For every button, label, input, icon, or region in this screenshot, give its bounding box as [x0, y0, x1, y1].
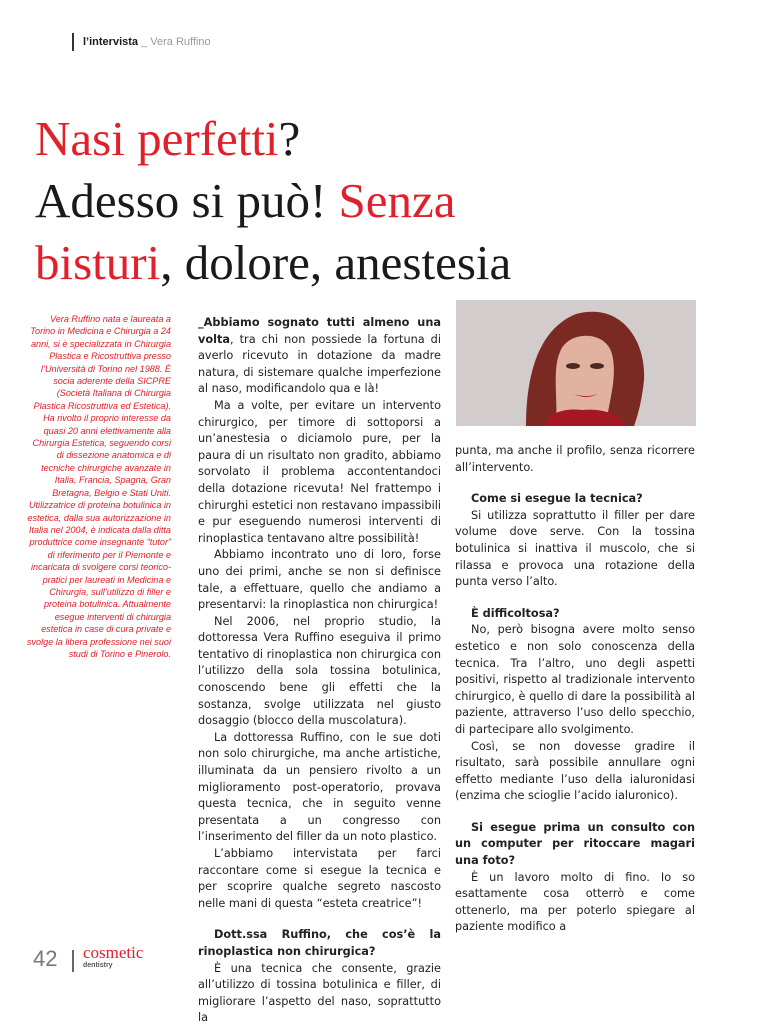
- answer: Così, se non dovesse gradire il risultato, sarà possibile annullare ogni effetto mediante l’uso della ialuronidasi (enzima che scioglie l’acido ialuronico).: [455, 739, 695, 803]
- intro-lead: _Abbiamo sognato tutti almeno una volta: [198, 316, 441, 346]
- column-right: [455, 443, 695, 936]
- paragraph: Nel 2006, nel proprio studio, la dottoressa Vera Ruffino eseguiva il primo tentativo di rinoplastica non chirurgica con l’utilizzo della sola tossina botulinica, conoscendo bene gli effetti che la sostanza, svolge utilizzata nel giusto dosaggio (blocco della muscolatura).: [198, 614, 441, 728]
- title-black-3: , dolore, anestesia: [160, 235, 512, 290]
- article-title: [35, 108, 755, 294]
- portrait-photo: [456, 300, 696, 426]
- question: Come si esegue la tecnica?: [471, 492, 643, 506]
- question: Dott.ssa Ruffino, che cos’è la rinoplastica non chirurgica?: [198, 928, 441, 958]
- paragraph: Abbiamo incontrato uno di loro, forse uno dei primi, anche se non si definisce tale, a effettuare, quello che andiamo a presentarvi: la rinoplastica non chirurgica!: [198, 548, 441, 612]
- page-number: 42: [33, 946, 58, 971]
- answer: No, però bisogna avere molto senso estetico e non solo conoscenza della tecnica. Tra l’altro, uno degli aspetti positivi, rispetto al tradizionale intervento chirurgico, è quello di dare la possibilità al paziente, attraverso l’uso dello specchio, di partecipare allo svolgimento.: [455, 623, 695, 736]
- footer-divider: [72, 950, 74, 972]
- running-header: [83, 36, 211, 48]
- paragraph: La dottoressa Ruffino, con le sue doti non solo chirurgiche, ma anche artistiche, illuminata da un pensiero rivolto a un miglioramento post-operatorio, provava questa tecnica, che in seguito venne presentata a un congresso con l’inserimento del filler da un noto plastico.: [198, 730, 441, 844]
- magazine-logo: [83, 945, 143, 970]
- intro-text: , tra chi non possiede la fortuna di averlo ricevuto in dotazione da madre natura, di sistemare qualche imperfezione al naso, modificandolo qua e là!: [198, 332, 441, 396]
- title-black-2: Adesso si può!: [35, 173, 339, 228]
- question: È difficoltosa?: [471, 606, 560, 620]
- title-black-1: ?: [278, 111, 301, 166]
- answer: Si utilizza soprattutto il filler per dare volume dove serve. Con la tossina botulinica si inattiva il muscolo, che si rilassa e provoca una rotazione della punta verso l’alto.: [455, 508, 695, 589]
- title-red-2: Senza: [338, 173, 456, 228]
- intro-paragraph: [198, 315, 441, 398]
- column-middle: [198, 315, 441, 1027]
- answer: È un lavoro molto di fino. Io so esattamente cosa otterrò e come ottenerlo, ma per poterlo spiegare al paziente modifico a: [455, 870, 695, 934]
- header-divider: [72, 33, 74, 51]
- header-separator: _: [138, 36, 151, 48]
- answer-continued: punta, ma anche il profilo, senza ricorrere all’intervento.: [455, 444, 695, 474]
- paragraph: Ma a volte, per evitare un intervento chirurgico, per timore di sottoporsi a un’anestesia o diciamolo pure, per la paura di un risultato non gradito, abbiamo sorvolato il problema accontentandoci della dotazione ricevuta! Nel frattempo i chirurghi estetici non restavano impassibili e pur eseguendo numerosi interventi di rinoplastica tentavano altre possibilità!: [198, 398, 441, 545]
- answer: È una tecnica che consente, grazie all’utilizzo di tossina botulinica e filler, di migliorare l’aspetto del naso, soprattutto la: [198, 961, 441, 1025]
- paragraph: L’abbiamo intervistata per farci raccontare come si esegue la tecnica e per scoprire qualche segreto nascosto nelle mani di questa “esteta creatrice”!: [198, 847, 441, 910]
- logo-bottom: dentistry: [83, 962, 113, 969]
- title-red-3: bisturi: [35, 235, 161, 290]
- title-red-1: Nasi perfetti: [35, 111, 279, 166]
- header-name: Vera Ruffino: [150, 36, 211, 48]
- question: Si esegue prima un consulto con un computer per ritoccare magari una foto?: [455, 820, 695, 868]
- logo-top: cosmetic: [83, 943, 144, 962]
- header-section: l’intervista: [83, 36, 139, 48]
- author-bio: Vera Ruffino nata e laureata a Torino in Medicina e Chirurgia a 24 anni, si è specializzata in Chirurgia Plastica e Ricostruttiva presso l’Università di Torino nel 1988. È socia aderente della SICPRE (Società Italiana di Chirurgia Plastica Ricostruttiva ed Estetica). Ha rivolto il proprio interesse da quasi 20 anni elettivamente alla Chirurgia Estetica, seguendo corsi di dissezione anatomica e di tecniche chirurgiche avanzate in Italia, Francia, Spagna, Gran Bretagna, Belgio e Stati Uniti. Utilizzatrice di proteina botulinica in estetica, dalla sua autorizzazione in Italia nel 2004, è indicata dalla ditta produttrice come insegnante “tutor” di riferimento per il Piemonte e incaricata di svolgere corsi teorico-pratici per laureati in Medicina e Chirurgia, sull’utilizzo di filler e proteina botulinica. Attualmente esegue interventi di chirurgia estetica in case di cura private e svolge la libera professione nei suoi studi di Torino e Pinerolo.: [26, 314, 171, 659]
